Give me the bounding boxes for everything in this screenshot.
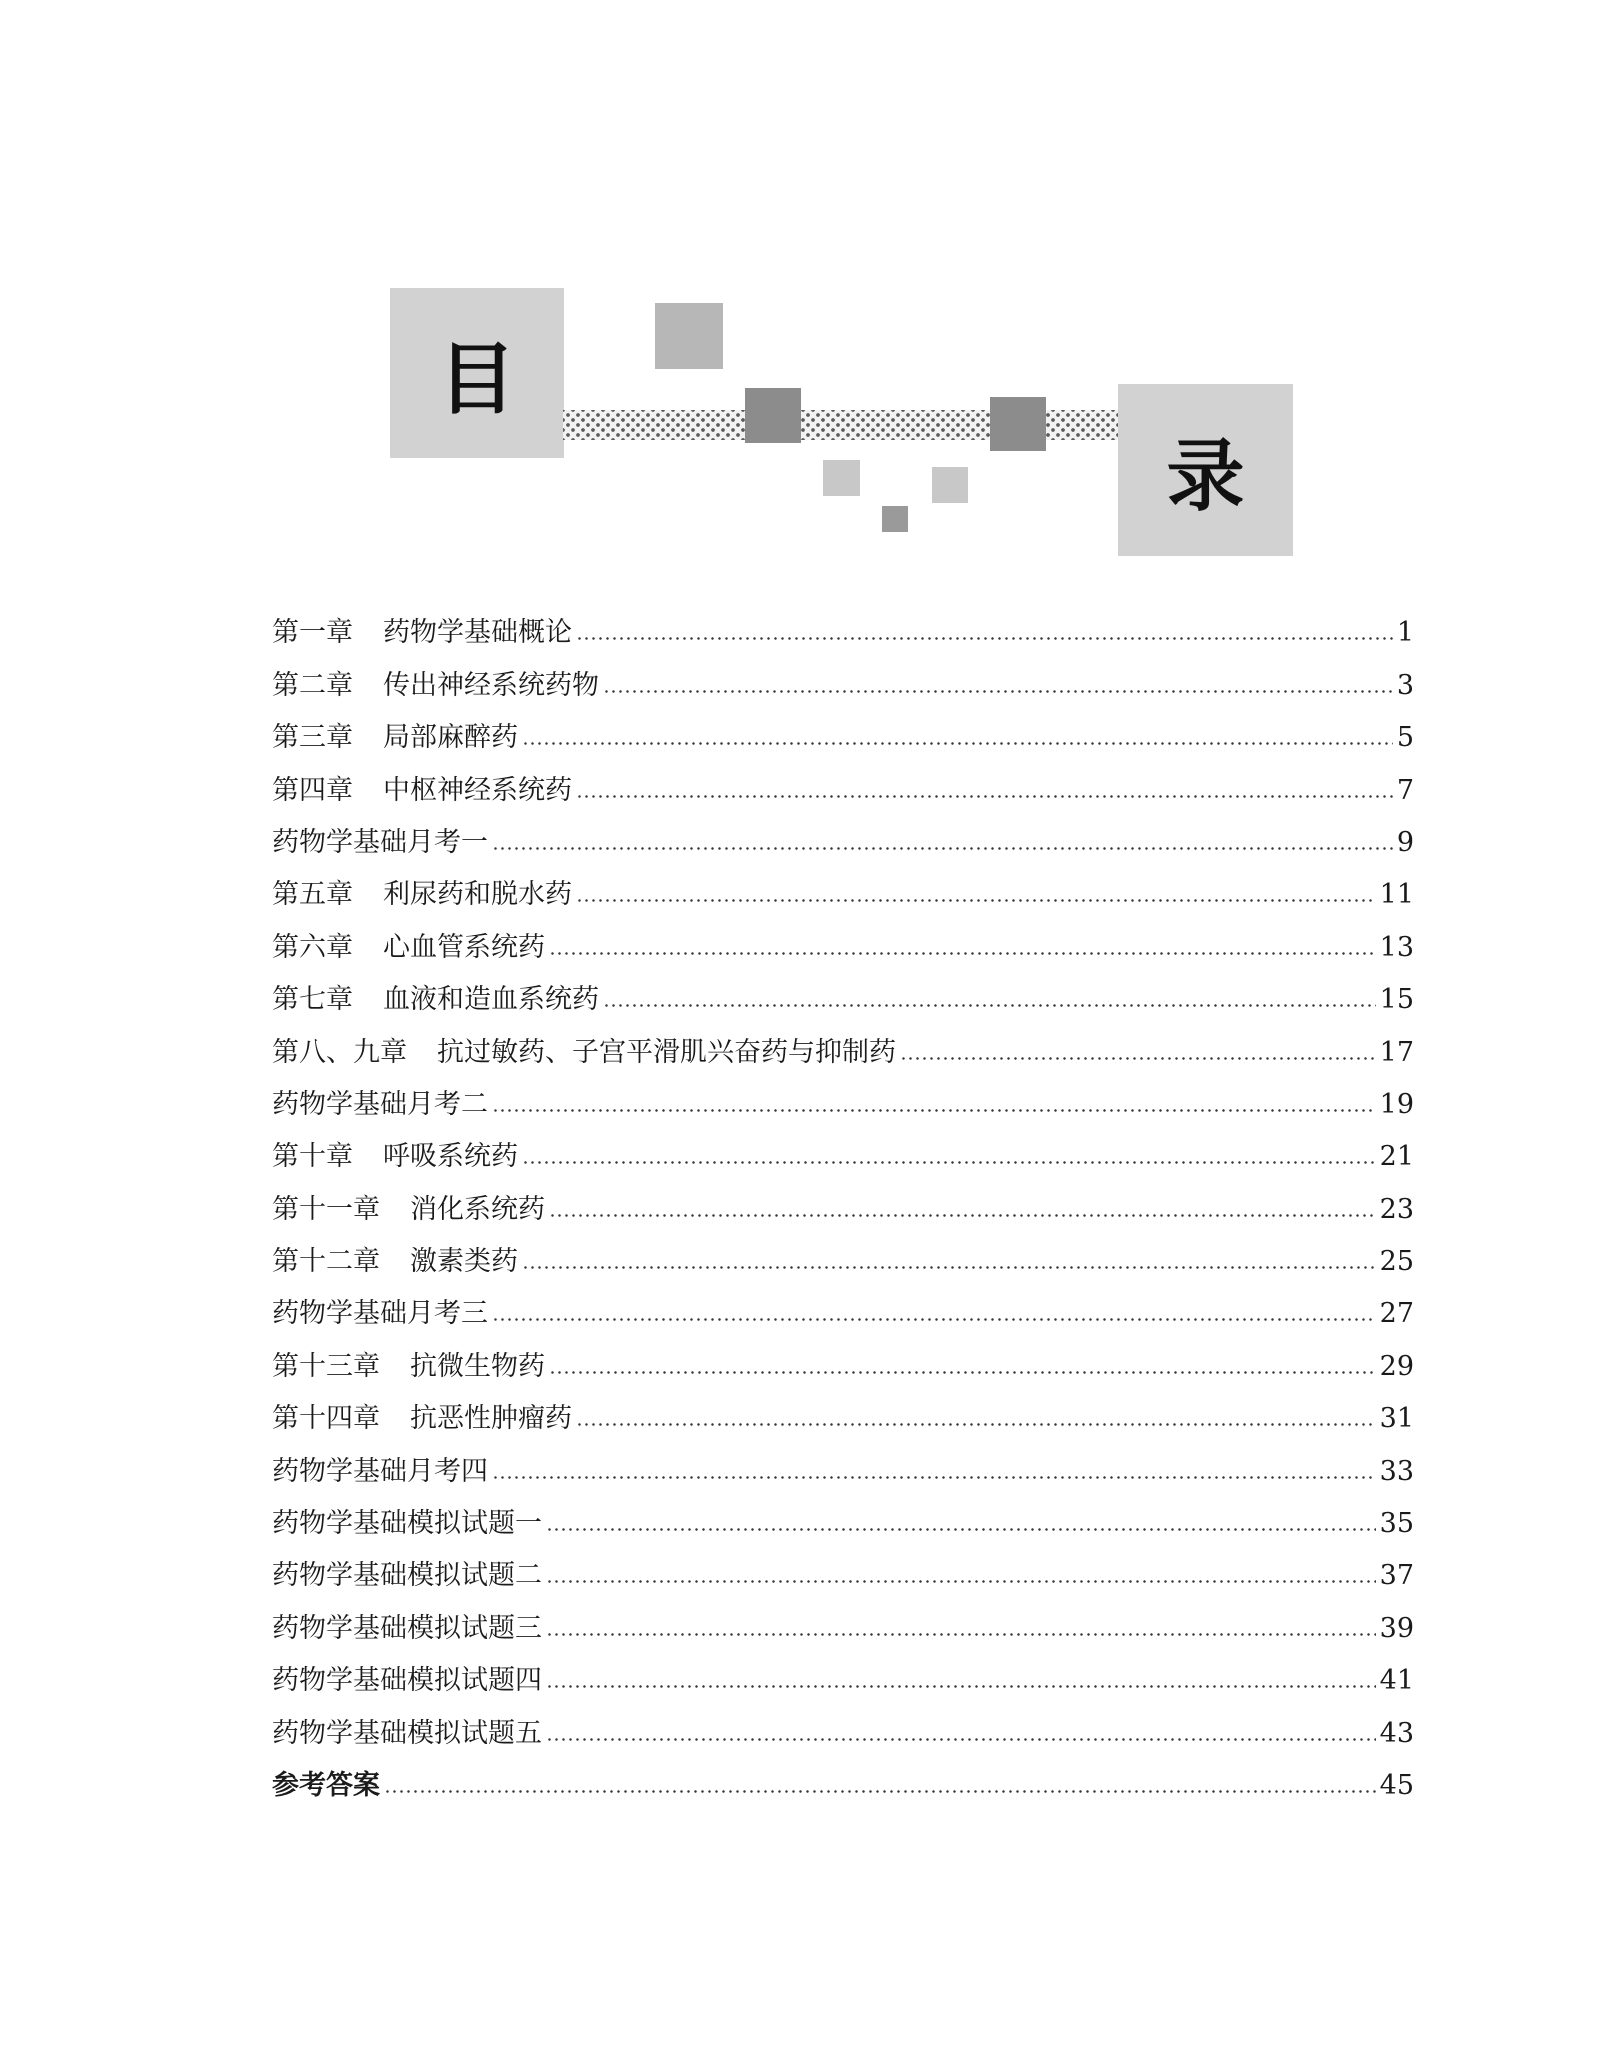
toc-entry-page: 43	[1379, 1717, 1414, 1749]
toc-dot-leader	[546, 1633, 1376, 1636]
toc-entry-title: 激素类药	[410, 1246, 518, 1278]
toc-entry-page: 35	[1379, 1508, 1414, 1540]
toc-dot-leader	[603, 690, 1393, 693]
toc-entry-page: 23	[1379, 1193, 1414, 1225]
toc-entry-page: 11	[1379, 879, 1414, 911]
toc-entry-page: 45	[1379, 1769, 1414, 1801]
table-of-contents	[272, 594, 1414, 1799]
toc-dot-leader	[576, 637, 1393, 640]
toc-entry-page: 3	[1396, 669, 1414, 701]
toc-entry[interactable]	[272, 1694, 1414, 1749]
toc-dot-leader	[492, 1476, 1376, 1479]
toc-dot-leader	[492, 1318, 1376, 1321]
toc-entry-chapter: 第七章	[272, 984, 353, 1016]
toc-entry[interactable]	[272, 961, 1414, 1016]
toc-entry-title: 消化系统药	[410, 1193, 545, 1225]
toc-entry-page: 1	[1396, 617, 1414, 649]
decor-square	[932, 467, 968, 503]
toc-entry-page: 33	[1379, 1455, 1414, 1487]
toc-entry[interactable]	[272, 1485, 1414, 1540]
toc-entry-page: 7	[1396, 774, 1414, 806]
toc-entry-chapter: 第一章	[272, 617, 353, 649]
toc-dot-leader	[522, 1266, 1376, 1269]
toc-entry-title: 呼吸系统药	[383, 1141, 518, 1173]
toc-entry-page: 25	[1379, 1246, 1414, 1278]
toc-entry-title: 药物学基础模拟试题三	[272, 1612, 542, 1644]
toc-entry[interactable]	[272, 908, 1414, 963]
toc-heading-graphic	[0, 0, 1608, 580]
toc-entry[interactable]	[272, 1327, 1414, 1382]
toc-entry-chapter: 第十一章	[272, 1193, 380, 1225]
toc-entry[interactable]	[272, 1537, 1414, 1592]
toc-dot-leader	[549, 1371, 1376, 1374]
decor-square	[990, 397, 1046, 451]
toc-entry-page: 21	[1379, 1141, 1414, 1173]
toc-entry-page: 29	[1379, 1350, 1414, 1382]
decor-square	[745, 388, 801, 443]
toc-dot-leader	[576, 1423, 1376, 1426]
toc-entry[interactable]	[272, 594, 1414, 649]
toc-entry-title: 药物学基础模拟试题一	[272, 1508, 542, 1540]
toc-entry[interactable]	[272, 699, 1414, 754]
toc-dot-leader	[546, 1580, 1376, 1583]
toc-entry-chapter: 第十三章	[272, 1350, 380, 1382]
toc-entry-title: 抗微生物药	[410, 1350, 545, 1382]
toc-entry[interactable]	[272, 1066, 1414, 1118]
toc-dot-leader	[492, 1109, 1376, 1112]
toc-dot-leader	[900, 1057, 1376, 1060]
toc-dot-leader	[546, 1528, 1376, 1531]
toc-entry[interactable]	[272, 1118, 1414, 1173]
heading-right-box	[1118, 384, 1293, 556]
heading-left-box	[390, 288, 564, 458]
toc-entry-title: 利尿药和脱水药	[383, 879, 572, 911]
toc-dot-leader	[492, 847, 1393, 850]
toc-entry-title: 药物学基础月考二	[272, 1088, 488, 1120]
toc-entry-page: 27	[1379, 1298, 1414, 1330]
toc-entry-page: 19	[1379, 1088, 1414, 1120]
toc-dot-leader	[576, 899, 1376, 902]
toc-entry-title: 药物学基础模拟试题二	[272, 1560, 542, 1592]
toc-entry-title: 心血管系统药	[383, 931, 545, 963]
toc-entry[interactable]	[272, 1747, 1414, 1799]
heading-left-char: 目	[437, 335, 516, 425]
toc-entry[interactable]	[272, 804, 1414, 856]
toc-dot-leader	[603, 1004, 1376, 1007]
toc-entry-page: 41	[1379, 1665, 1414, 1697]
toc-entry-title: 药物学基础模拟试题四	[272, 1665, 542, 1697]
toc-entry[interactable]	[272, 1642, 1414, 1697]
toc-entry-chapter: 第十二章	[272, 1246, 380, 1278]
heading-right-char: 录	[1166, 432, 1245, 522]
toc-entry-title: 参考答案	[272, 1769, 380, 1801]
toc-entry[interactable]	[272, 646, 1414, 701]
toc-entry-page: 13	[1379, 931, 1414, 963]
toc-entry-title: 药物学基础月考三	[272, 1298, 488, 1330]
toc-entry-chapter: 第八、九章	[272, 1036, 407, 1068]
toc-entry-title: 血液和造血系统药	[383, 984, 599, 1016]
toc-entry-page: 9	[1396, 826, 1414, 858]
toc-entry-chapter: 第五章	[272, 879, 353, 911]
decor-square	[823, 460, 860, 496]
toc-entry[interactable]	[272, 1275, 1414, 1330]
toc-entry-page: 39	[1379, 1612, 1414, 1644]
toc-entry-title: 抗过敏药、子宫平滑肌兴奋药与抑制药	[437, 1036, 896, 1068]
toc-entry-title: 传出神经系统药物	[383, 669, 599, 701]
decor-square	[882, 506, 908, 532]
toc-entry-title: 局部麻醉药	[383, 722, 518, 754]
toc-dot-leader	[549, 1214, 1376, 1217]
toc-dot-leader	[546, 1685, 1376, 1688]
toc-entry-title: 中枢神经系统药	[383, 774, 572, 806]
toc-entry-title: 药物学基础概论	[383, 617, 572, 649]
decor-square	[655, 303, 723, 369]
toc-dot-leader	[384, 1790, 1376, 1793]
toc-entry-title: 药物学基础月考四	[272, 1455, 488, 1487]
toc-entry-chapter: 第十章	[272, 1141, 353, 1173]
toc-entry-title: 药物学基础月考一	[272, 826, 488, 858]
toc-dot-leader	[522, 1161, 1376, 1164]
toc-entry-chapter: 第二章	[272, 669, 353, 701]
toc-dot-leader	[576, 795, 1393, 798]
toc-entry-page: 31	[1379, 1403, 1414, 1435]
toc-entry[interactable]	[272, 1380, 1414, 1435]
toc-entry[interactable]	[272, 1013, 1414, 1068]
toc-entry-page: 15	[1379, 984, 1414, 1016]
toc-entry-page: 17	[1379, 1036, 1414, 1068]
toc-entry[interactable]	[272, 751, 1414, 806]
toc-entry[interactable]	[272, 1432, 1414, 1487]
toc-entry-title: 药物学基础模拟试题五	[272, 1717, 542, 1749]
toc-entry[interactable]	[272, 1223, 1414, 1278]
toc-entry[interactable]	[272, 1589, 1414, 1644]
toc-entry-page: 5	[1396, 722, 1414, 754]
toc-entry[interactable]	[272, 856, 1414, 911]
toc-entry-title: 抗恶性肿瘤药	[410, 1403, 572, 1435]
toc-dot-leader	[522, 742, 1393, 745]
toc-dot-leader	[546, 1738, 1376, 1741]
toc-entry-page: 37	[1379, 1560, 1414, 1592]
toc-entry-chapter: 第四章	[272, 774, 353, 806]
toc-entry[interactable]	[272, 1170, 1414, 1225]
toc-dot-leader	[549, 952, 1376, 955]
toc-entry-chapter: 第十四章	[272, 1403, 380, 1435]
toc-entry-chapter: 第六章	[272, 931, 353, 963]
toc-entry-chapter: 第三章	[272, 722, 353, 754]
